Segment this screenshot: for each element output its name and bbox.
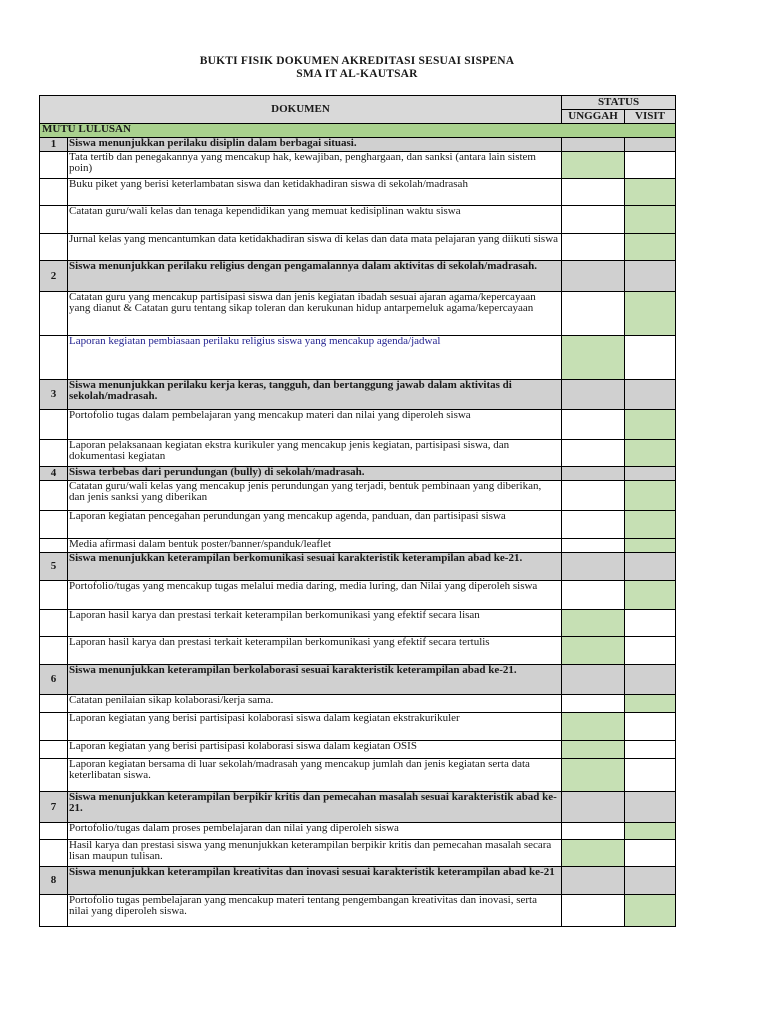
document-row: [40, 581, 676, 610]
row-number-cell: [40, 741, 68, 759]
section-status-unggah: [562, 665, 625, 695]
status-unggah-cell[interactable]: [562, 637, 625, 665]
section-row: [40, 380, 676, 410]
category-row: MUTU LULUSAN: [40, 124, 676, 138]
section-status-unggah: [562, 467, 625, 481]
row-number-cell: [40, 895, 68, 927]
status-visit-cell[interactable]: [625, 840, 676, 867]
section-title: Siswa terbebas dari perundungan (bully) di sekolah/madrasah.: [68, 467, 562, 481]
section-row: [40, 867, 676, 895]
row-number-cell: [40, 695, 68, 713]
document-description: Portofolio/tugas yang mencakup tugas melalui media daring, media luring, dan Nilai yang diperoleh siswa: [68, 581, 562, 610]
document-row: [40, 410, 676, 440]
document-row: [40, 759, 676, 792]
status-unggah-cell[interactable]: [562, 581, 625, 610]
document-row: [40, 179, 676, 206]
document-row: [40, 539, 676, 553]
status-visit-cell[interactable]: [625, 581, 676, 610]
status-unggah-cell[interactable]: [562, 511, 625, 539]
document-description: Catatan penilaian sikap kolaborasi/kerja sama.: [68, 695, 562, 713]
section-status-visit: [625, 261, 676, 292]
status-unggah-cell[interactable]: [562, 539, 625, 553]
section-row: [40, 138, 676, 152]
row-number-cell: [40, 234, 68, 261]
row-number-cell: [40, 410, 68, 440]
document-row: [40, 481, 676, 511]
row-number-cell: [40, 840, 68, 867]
section-row: [40, 792, 676, 823]
section-number: 4: [40, 467, 68, 481]
document-description: Laporan hasil karya dan prestasi terkait keterampilan berkomunikasi yang efektif secara lisan: [68, 610, 562, 637]
status-visit-cell[interactable]: [625, 713, 676, 741]
document-description: Catatan guru/wali kelas yang mencakup jenis perundungan yang terjadi, bentuk pembinaan yang diberikan, dan jenis sanksi yang diberikan: [68, 481, 562, 511]
document-row: [40, 440, 676, 467]
section-title: Siswa menunjukkan perilaku disiplin dalam berbagai situasi.: [68, 138, 562, 152]
status-visit-cell[interactable]: [625, 336, 676, 380]
document-description: Portofolio/tugas dalam proses pembelajaran dan nilai yang diperoleh siswa: [68, 823, 562, 840]
status-unggah-cell[interactable]: [562, 713, 625, 741]
status-unggah-cell[interactable]: [562, 336, 625, 380]
document-row: [40, 840, 676, 867]
status-visit-cell[interactable]: [625, 292, 676, 336]
section-title: Siswa menunjukkan keterampilan berkomunikasi sesuai karakteristik keterampilan abad ke-21.: [68, 553, 562, 581]
status-unggah-cell[interactable]: [562, 741, 625, 759]
document-description: Buku piket yang berisi keterlambatan siswa dan ketidakhadiran siswa di sekolah/madrasah: [68, 179, 562, 206]
status-unggah-cell[interactable]: [562, 695, 625, 713]
document-description: Laporan kegiatan pencegahan perundungan yang mencakup agenda, panduan, dan partisipasi siswa: [68, 511, 562, 539]
status-unggah-cell[interactable]: [562, 206, 625, 234]
document-row: [40, 823, 676, 840]
document-row: [40, 713, 676, 741]
status-unggah-cell[interactable]: [562, 179, 625, 206]
row-number-cell: [40, 759, 68, 792]
document-description: Laporan pelaksanaan kegiatan ekstra kurikuler yang mencakup jenis kegiatan, partisipasi siswa, dan dokumentasi kegiatan: [68, 440, 562, 467]
accreditation-table: [39, 95, 676, 927]
status-unggah-cell[interactable]: [562, 292, 625, 336]
status-visit-cell[interactable]: [625, 695, 676, 713]
header-status: STATUS: [562, 96, 676, 110]
row-number-cell: [40, 539, 68, 553]
document-description: Media afirmasi dalam bentuk poster/banner/spanduk/leaflet: [68, 539, 562, 553]
row-number-cell: [40, 206, 68, 234]
document-row: [40, 292, 676, 336]
section-status-visit: [625, 467, 676, 481]
section-number: 1: [40, 138, 68, 152]
document-row: [40, 152, 676, 179]
row-number-cell: [40, 713, 68, 741]
status-visit-cell[interactable]: [625, 410, 676, 440]
section-status-visit: [625, 665, 676, 695]
status-visit-cell[interactable]: [625, 759, 676, 792]
section-status-visit: [625, 792, 676, 823]
status-visit-cell[interactable]: [625, 206, 676, 234]
section-number: 2: [40, 261, 68, 292]
section-status-visit: [625, 553, 676, 581]
section-status-unggah: [562, 261, 625, 292]
section-status-visit: [625, 867, 676, 895]
section-status-unggah: [562, 138, 625, 152]
status-visit-cell[interactable]: [625, 179, 676, 206]
status-unggah-cell[interactable]: [562, 895, 625, 927]
status-visit-cell[interactable]: [625, 511, 676, 539]
section-number: 5: [40, 553, 68, 581]
document-row: [40, 695, 676, 713]
section-status-visit: [625, 138, 676, 152]
document-description: Laporan kegiatan yang berisi partisipasi kolaborasi siswa dalam kegiatan ekstrakurikuler: [68, 713, 562, 741]
row-number-cell: [40, 610, 68, 637]
row-number-cell: [40, 292, 68, 336]
document-row: [40, 895, 676, 927]
section-status-unggah: [562, 380, 625, 410]
status-visit-cell[interactable]: [625, 741, 676, 759]
status-unggah-cell[interactable]: [562, 759, 625, 792]
section-row: [40, 665, 676, 695]
document-description: Portofolio tugas dalam pembelajaran yang mencakup materi dan nilai yang diperoleh siswa: [68, 410, 562, 440]
status-unggah-cell[interactable]: [562, 610, 625, 637]
section-row: [40, 261, 676, 292]
status-visit-cell[interactable]: [625, 895, 676, 927]
document-description: Tata tertib dan penegakannya yang mencakup hak, kewajiban, penghargaan, dan sanksi (antara lain sistem poin): [68, 152, 562, 179]
document-title: BUKTI FISIK DOKUMEN AKREDITASI SESUAI SISPENA: [199, 55, 515, 67]
section-title: Siswa menunjukkan perilaku religius dengan pengamalannya dalam aktivitas di sekolah/madrasah.: [68, 261, 562, 292]
status-visit-cell[interactable]: [625, 610, 676, 637]
section-row: [40, 553, 676, 581]
status-unggah-cell[interactable]: [562, 410, 625, 440]
status-unggah-cell[interactable]: [562, 840, 625, 867]
section-status-unggah: [562, 553, 625, 581]
document-description: Hasil karya dan prestasi siswa yang menunjukkan keterampilan berpikir kritis dan pemecahan masalah secara lisan maupun tulisan.: [68, 840, 562, 867]
header-visit: VISIT: [625, 110, 676, 124]
document-description: Laporan hasil karya dan prestasi terkait keterampilan berkomunikasi yang efektif secara tertulis: [68, 637, 562, 665]
section-title: Siswa menunjukkan keterampilan berpikir kritis dan pemecahan masalah sesuai karakteristik abad ke-21.: [68, 792, 562, 823]
section-title: Siswa menunjukkan keterampilan kreativitas dan inovasi sesuai karakteristik keterampilan abad ke-21: [68, 867, 562, 895]
status-visit-cell[interactable]: [625, 539, 676, 553]
section-number: 7: [40, 792, 68, 823]
row-number-cell: [40, 152, 68, 179]
document-description: Laporan kegiatan bersama di luar sekolah/madrasah yang mencakup jumlah dan jenis kegiatan serta data keterlibatan siswa.: [68, 759, 562, 792]
document-row: [40, 336, 676, 380]
document-row: [40, 637, 676, 665]
document-description: Laporan kegiatan pembiasaan perilaku religius siswa yang mencakup agenda/jadwal: [68, 336, 562, 380]
section-number: 3: [40, 380, 68, 410]
status-visit-cell[interactable]: [625, 440, 676, 467]
document-row: [40, 610, 676, 637]
status-unggah-cell[interactable]: [562, 823, 625, 840]
header-dokumen: DOKUMEN: [40, 96, 562, 124]
document-description: Jurnal kelas yang mencantumkan data ketidakhadiran siswa di kelas dan data mata pelajaran yang diikuti siswa: [68, 234, 562, 261]
row-number-cell: [40, 511, 68, 539]
status-visit-cell[interactable]: [625, 823, 676, 840]
document-description: Catatan guru/wali kelas dan tenaga kependidikan yang memuat kedisiplinan waktu siswa: [68, 206, 562, 234]
status-visit-cell[interactable]: [625, 637, 676, 665]
document-row: [40, 511, 676, 539]
document-description: Portofolio tugas pembelajaran yang mencakup materi tentang pengembangan kreativitas dan inovasi, serta nilai yang diperoleh siswa.: [68, 895, 562, 927]
row-number-cell: [40, 637, 68, 665]
section-row: [40, 467, 676, 481]
status-unggah-cell[interactable]: [562, 152, 625, 179]
status-visit-cell[interactable]: [625, 481, 676, 511]
document-row: [40, 741, 676, 759]
section-title: Siswa menunjukkan perilaku kerja keras, tangguh, dan bertanggung jawab dalam aktivitas di sekolah/madrasah.: [68, 380, 562, 410]
status-visit-cell[interactable]: [625, 152, 676, 179]
section-number: 6: [40, 665, 68, 695]
document-description: Laporan kegiatan yang berisi partisipasi kolaborasi siswa dalam kegiatan OSIS: [68, 741, 562, 759]
status-unggah-cell[interactable]: [562, 234, 625, 261]
document-row: [40, 234, 676, 261]
header-unggah: UNGGAH: [562, 110, 625, 124]
section-status-unggah: [562, 867, 625, 895]
document-row: [40, 206, 676, 234]
row-number-cell: [40, 440, 68, 467]
status-visit-cell[interactable]: [625, 234, 676, 261]
row-number-cell: [40, 179, 68, 206]
section-title: Siswa menunjukkan keterampilan berkolaborasi sesuai karakteristik keterampilan abad ke-21.: [68, 665, 562, 695]
row-number-cell: [40, 336, 68, 380]
school-name: SMA IT AL-KAUTSAR: [296, 68, 418, 80]
status-unggah-cell[interactable]: [562, 481, 625, 511]
section-status-visit: [625, 380, 676, 410]
document-description: Catatan guru yang mencakup partisipasi siswa dan jenis kegiatan ibadah sesuai ajaran agama/kepercayaan yang dianut & Catatan guru tentang sikap toleran dan kerukunan hidup antarpemeluk agama/kepercayaan: [68, 292, 562, 336]
row-number-cell: [40, 823, 68, 840]
row-number-cell: [40, 481, 68, 511]
status-unggah-cell[interactable]: [562, 440, 625, 467]
section-status-unggah: [562, 792, 625, 823]
row-number-cell: [40, 581, 68, 610]
section-number: 8: [40, 867, 68, 895]
